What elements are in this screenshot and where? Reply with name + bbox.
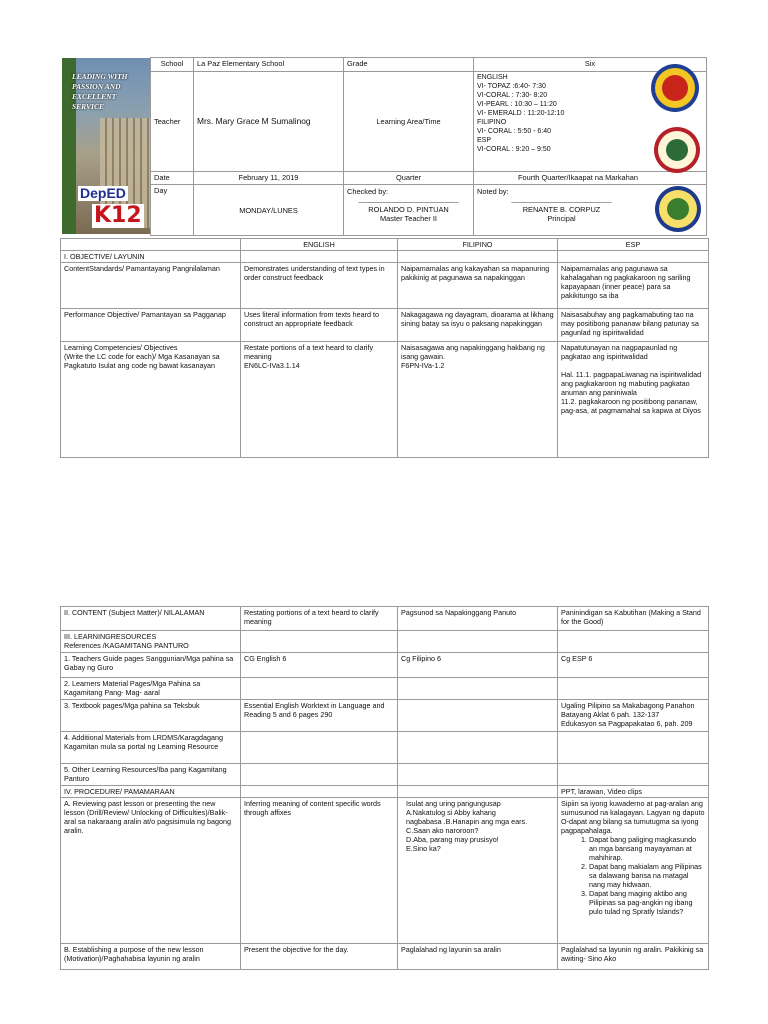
content-english: Restating portions of a text heard to clarify meaning xyxy=(241,607,398,631)
column-filipino: FILIPINO xyxy=(398,239,558,251)
performance-objective-esp: Naisasabuhay ang pagkamabuting tao na may positibong pananaw bilang patunay sa pagunlad ng ispiritwalidad xyxy=(558,309,709,342)
quarter-value: Fourth Quarter/Ikaapat na Markahan xyxy=(474,172,707,185)
content-filipino: Pagsunod sa Napakinggang Panuto xyxy=(398,607,558,631)
learners-material-english xyxy=(241,678,398,700)
review-lesson-filipino: Isulat ang uring pangungusap A.Nakatulog si Abby kahang nagbabasa .B.Hanapin ang mga ears. C.Saan ako naroroon? D.Aba, parang may prusisyo! E.Sino ka? xyxy=(398,798,558,944)
checked-by-title: Master Teacher II xyxy=(380,214,437,223)
learning-competencies-english: Restate portions of a text heard to clarify meaning EN6LC-IVa3.1.14 xyxy=(241,342,398,458)
content-esp: Paninindigan sa Kabutihan (Making a Stand for the Good) xyxy=(558,607,709,631)
school-value: La Paz Elementary School xyxy=(194,58,344,72)
motivation-filipino: Paglalahad ng layunin sa aralin xyxy=(398,944,558,970)
school-motto-image xyxy=(62,58,150,234)
content-standards-filipino: Naipamamalas ang kakayahan sa mapanuring pakikinig at pagunawa sa napakinggan xyxy=(398,263,558,309)
column-english: ENGLISH xyxy=(241,239,398,251)
review-esp-list xyxy=(561,835,705,916)
checked-signature-line: ______________________________ xyxy=(358,197,459,203)
review-esp-item-2: 2. Dapat bang makialam ang Pilipinas sa dalawang bansa na matagal nang may hidwaan. xyxy=(589,862,705,889)
noted-by-title: Principal xyxy=(547,214,576,223)
performance-objective-english: Uses literal information from texts heard to construct an appropriate feedback xyxy=(241,309,398,342)
teacher-label: Teacher xyxy=(151,72,194,172)
noted-signature-line: ______________________________ xyxy=(511,197,612,203)
learning-competencies-label: Learning Competencies/ Objectives (Write the LC code for each)/ Mga Kasanayan sa Pagkatuto Isulat ang code ng bawat kasanayan xyxy=(61,342,241,458)
blank-header-cell xyxy=(61,239,241,251)
content-standards-english: Demonstrates understanding of text types in order construct feedback xyxy=(241,263,398,309)
deped-region-seal-icon xyxy=(651,64,699,112)
quarter-label: Quarter xyxy=(344,172,474,185)
procedure-english xyxy=(241,786,398,798)
deped-logo: DepED xyxy=(80,185,126,201)
other-resources-esp xyxy=(558,764,709,786)
header-table xyxy=(150,57,707,236)
teacher-value: Mrs. Mary Grace M Sumalinog xyxy=(194,72,344,172)
teachers-guide-esp: Cg ESP 6 xyxy=(558,653,709,678)
schedule-value: ENGLISH VI- TOPAZ :6:40- 7:30 VI-CORAL : 7:30- 8:20 VI-PEARL : 10:30 – 11:20 VI- EMERALD : 11:20-12:10 FILIPINO VI- CORAL : 5:50 - 6:40 ESP VI-CORAL : 9:20 – 9:50 xyxy=(474,72,707,172)
teachers-guide-english: CG English 6 xyxy=(241,653,398,678)
procedure-filipino xyxy=(398,786,558,798)
learners-material-filipino xyxy=(398,678,558,700)
learning-resources-label: III. LEARNINGRESOURCES References /KAGAMITANG PANTURO xyxy=(61,631,241,653)
motivation-esp: Paglalahad sa layunin ng aralin. Pakikinig sa awiting- Sino Ako xyxy=(558,944,709,970)
motto-line-3: EXCELLENT xyxy=(72,92,117,101)
objectives-table xyxy=(60,238,709,458)
learning-competencies-esp: Napatutunayan na nagpapaunlad ng pagkatao ang ispiritwalidad Hal. 11.1. pagpapaLiwanag na ispiritwalidad ang pagkakaroon ng mabuting pagkatao anuman ang paniniwala 11.2. pagkakaroon ng positibong pananaw, pag-asa, at pagmamahal sa kapwa at Diyos xyxy=(558,342,709,458)
procedure-esp: PPT, larawan, Video clips xyxy=(558,786,709,798)
day-value: MONDAY/LUNES xyxy=(194,185,344,236)
school-seal-icon xyxy=(655,186,701,232)
learning-area-label: Learning Area/Time xyxy=(344,72,474,172)
grade-label: Grade xyxy=(344,58,474,72)
motto-line-1: LEADING WITH xyxy=(72,72,128,81)
performance-objective-filipino: Nakagagawa ng dayagram, dioarama at likhang sining batay sa isyu o paksang napakinggan xyxy=(398,309,558,342)
content-standards-esp: Naipamamalas ang pagunawa sa kahalagahan ng pagkakaroon ng sariling kapayapaan (inner peace) para sa pakikitungo sa iba xyxy=(558,263,709,309)
textbook-pages-esp: Ugaling Pilipino sa Makabagong Panahon Batayang Aklat 6 pah. 132-137 Edukasyon sa Pagpapakatao 6, pah. 209 xyxy=(558,700,709,732)
noted-by-label: Noted by: xyxy=(477,187,509,196)
review-esp-item-3: 3. Dapat bang maging aktibo ang Pilipinas sa pag-angkin ng ibang pulo tulad ng Spratly Islands? xyxy=(589,889,705,916)
column-esp: ESP xyxy=(558,239,709,251)
objective-english xyxy=(241,251,398,263)
k12-logo: K12 xyxy=(94,203,142,228)
noted-by-name: RENANTE B. CORPUZ xyxy=(522,205,601,214)
checked-by-name: ROLANDO D. PINTUAN xyxy=(368,205,449,214)
teachers-guide-label: 1. Teachers Guide pages Sanggunian/Mga pahina sa Gabay ng Guro xyxy=(61,653,241,678)
textbook-pages-label: 3. Textbook pages/Mga pahina sa Teksbuk xyxy=(61,700,241,732)
objective-label: I. OBJECTIVE/ LAYUNIN xyxy=(61,251,241,263)
motto-text xyxy=(72,72,150,112)
textbook-pages-english: Essential English Worktext in Language and Reading 5 and 6 pages 290 xyxy=(241,700,398,732)
review-lesson-esp xyxy=(558,798,709,944)
review-esp-intro: Sipiin sa iyong kuwaderno at pag-aralan ang sumusunod na kalagayan. Lagyan ng daputo O-dapat ang bilang sa tumutugma sa iyong pagpapahalaga. xyxy=(561,799,705,835)
checked-by-block xyxy=(344,185,474,236)
content-label: II. CONTENT (Subject Matter)/ NILALAMAN xyxy=(61,607,241,631)
other-resources-label: 5. Other Learning Resources/Iba pang Kagamitang Panturo xyxy=(61,764,241,786)
date-value: February 11, 2019 xyxy=(194,172,344,185)
teachers-guide-filipino: Cg Filipino 6 xyxy=(398,653,558,678)
review-esp-item-1: 1. Dapat bang paliging magkasundo an mga bansang mayayaman at mahihirap. xyxy=(589,835,705,862)
textbook-pages-filipino xyxy=(398,700,558,732)
content-procedures-table xyxy=(60,606,709,970)
learning-resources-filipino xyxy=(398,631,558,653)
day-label: Day xyxy=(151,185,194,236)
objective-esp xyxy=(558,251,709,263)
review-lesson-english: Inferring meaning of content specific words through affixes xyxy=(241,798,398,944)
additional-materials-label: 4. Additional Materials from LRDMS/Karagdagang Kagamitan mula sa portal ng Learning Resource xyxy=(61,732,241,764)
learning-competencies-filipino: Naisasagawa ang napakinggang hakbang ng isang gawain. F6PN-IVa-1.2 xyxy=(398,342,558,458)
other-resources-filipino xyxy=(398,764,558,786)
learning-resources-english xyxy=(241,631,398,653)
objective-filipino xyxy=(398,251,558,263)
date-label: Date xyxy=(151,172,194,185)
school-label: School xyxy=(151,58,194,72)
content-standards-label: ContentStandards/ Pamantayang Pangnilalaman xyxy=(61,263,241,309)
grade-value: Six xyxy=(474,58,707,72)
motto-line-2: PASSION AND xyxy=(72,82,121,91)
learners-material-label: 2. Learners Material Pages/Mga Pahina sa Kagamitang Pang- Mag- aaral xyxy=(61,678,241,700)
procedure-label: IV. PROCEDURE/ PAMAMARAAN xyxy=(61,786,241,798)
additional-materials-filipino xyxy=(398,732,558,764)
motivation-english: Present the objective for the day. xyxy=(241,944,398,970)
learning-resources-esp xyxy=(558,631,709,653)
additional-materials-esp xyxy=(558,732,709,764)
other-resources-english xyxy=(241,764,398,786)
performance-objective-label: Performance Objective/ Pamantayan sa Pagganap xyxy=(61,309,241,342)
motto-line-4: SERVICE xyxy=(72,102,104,111)
deped-division-seal-icon xyxy=(654,127,700,173)
learners-material-esp xyxy=(558,678,709,700)
checked-by-label: Checked by: xyxy=(347,187,389,196)
motivation-label: B. Establishing a purpose of the new lesson (Motivation)/Paghahabisa layunin ng aralin xyxy=(61,944,241,970)
additional-materials-english xyxy=(241,732,398,764)
review-lesson-label: A. Reviewing past lesson or presenting the new lesson (Drill/Review/ Unlocking of Difficulties)/Balik- aral sa nakaraang aralin at/o pagsisimula ng bagong aralin. xyxy=(61,798,241,944)
